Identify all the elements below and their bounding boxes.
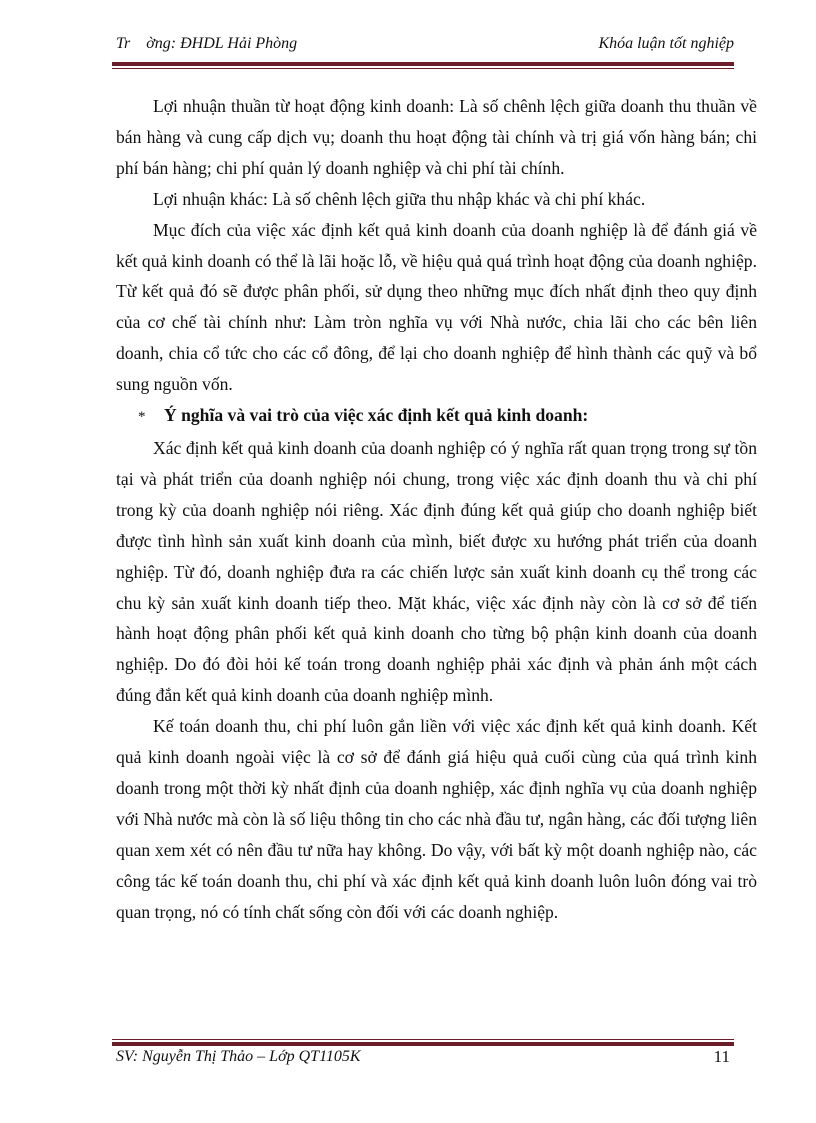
bullet-icon: * xyxy=(138,409,146,426)
header-school: Tr ờng: ĐHDL Hải Phòng xyxy=(116,35,298,52)
paragraph: Lợi nhuận khác: Là số chênh lệch giữa thu nhập khác và chi phí khác. xyxy=(153,188,646,209)
page-number: 11 xyxy=(713,1047,730,1066)
section-heading-text: Ý nghĩa và vai trò của việc xác định kết quả kinh doanh: xyxy=(164,405,589,426)
body-text xyxy=(116,91,757,927)
paragraph: Xác định kết quả kinh doanh của doanh nghiệp có ý nghĩa rất quan trọng trong sự tồn tại và phát triển của doanh nghiệp nói chung, trong việc xác định doanh thu và chi phí trong kỳ của doanh nghiệp nói riêng. Xác định đúng kết quả giúp cho doanh nghiệp biết được tình hình sản xuất kinh doanh của mình, biết được xu hướng phát triển của doanh nghiệp. Từ đó, doanh nghiệp đưa ra các chiến lược sản xuất kinh doanh cụ thể trong các chu kỳ sản xuất kinh doanh tiếp theo. Mặt khác, việc xác định này còn là cơ sở để tiến hành hoạt động phân phối kết quả kinh doanh cho từng bộ phận kinh doanh của doanh nghiệp. Do đó đòi hỏi kế toán trong doanh nghiệp phải xác định và phản ánh một cách đúng đắn kết quả kinh doanh của doanh nghiệp mình. xyxy=(116,437,757,706)
footer-student: SV: Nguyễn Thị Thảo – Lớp QT1105K xyxy=(116,1048,361,1065)
paragraph: Lợi nhuận thuần từ hoạt động kinh doanh: Là số chênh lệch giữa doanh thu thuần về bán hàng và cung cấp dịch vụ; doanh thu hoạt động tài chính và trị giá vốn hàng bán; chi phí bán hàng; chi phí quản lý doanh nghiệp và chi phí tài chính. xyxy=(116,96,757,178)
paragraph: Kế toán doanh thu, chi phí luôn gắn liền với việc xác định kết quả kinh doanh. Kết quả kinh doanh ngoài việc là cơ sở để đánh giá hiệu quả cuối cùng của quá trình kinh doanh trong một thời kỳ nhất định của doanh nghiệp, xác định nghĩa vụ của doanh nghiệp với Nhà nước mà còn là số liệu thông tin cho các nhà đầu tư, ngân hàng, các đối tượng liên quan xem xét có nên đầu tư nữa hay không. Do vậy, với bất kỳ một doanh nghiệp nào, các công tác kế toán doanh thu, chi phí và xác định kết quả kinh doanh luôn luôn đóng vai trò quan trọng, nó có tính chất sống còn đối với các doanh nghiệp. xyxy=(116,716,757,922)
paragraph: Mục đích của việc xác định kết quả kinh doanh của doanh nghiệp là để đánh giá về kết quả kinh doanh có thể là lãi hoặc lỗ, về hiệu quả quá trình hoạt động của doanh nghiệp. Từ kết quả đó sẽ được phân phối, sử dụng theo những mục đích nhất định theo quy định của cơ chế tài chính như: Làm tròn nghĩa vụ với Nhà nước, chia lãi cho các bên liên doanh, chia cổ tức cho các cổ đông, để lại cho doanh nghiệp để hình thành các quỹ và bổ sung nguồn vốn. xyxy=(116,219,757,395)
section-heading xyxy=(116,400,757,433)
footer-rule xyxy=(112,1039,734,1046)
header-doc-type: Khóa luận tốt nghiệp xyxy=(598,35,734,52)
header-rule xyxy=(112,62,734,69)
